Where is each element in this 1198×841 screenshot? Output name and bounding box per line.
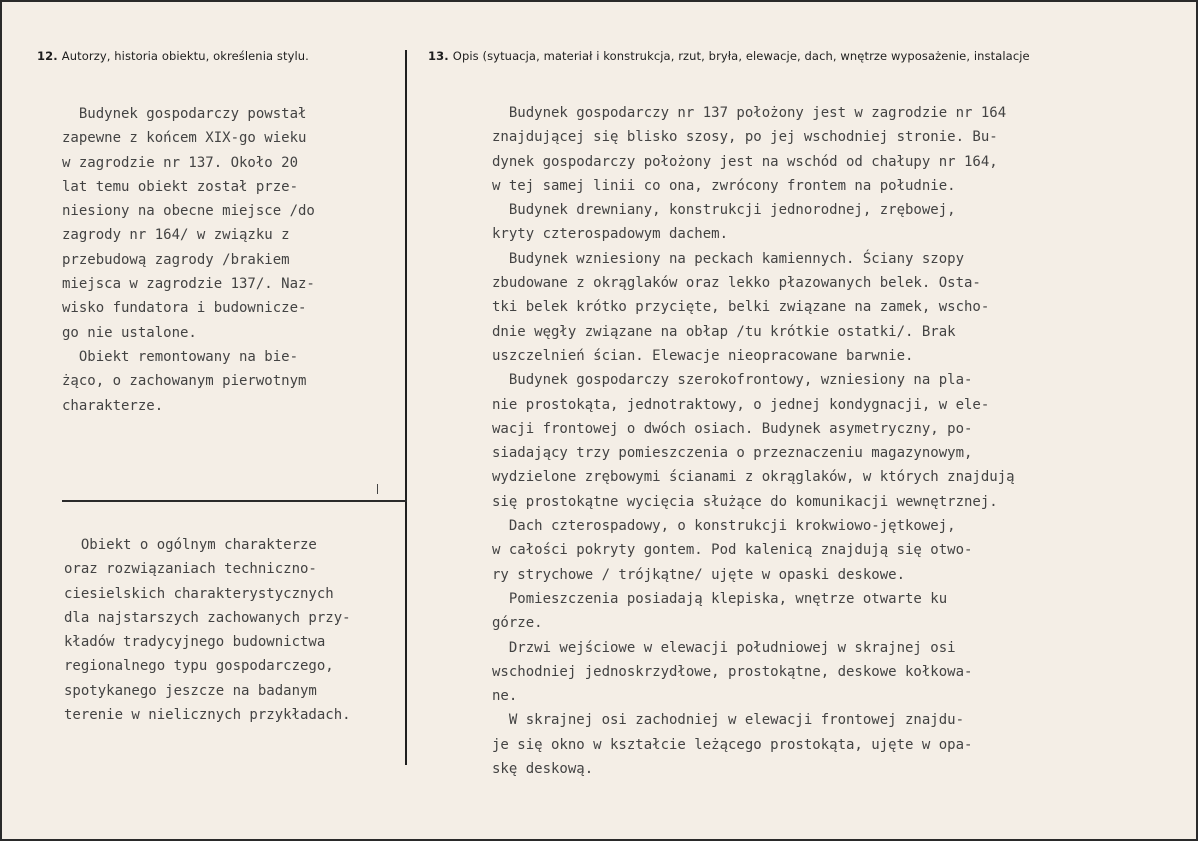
text-line: żąco, o zachowanym pierwotnym (62, 373, 307, 390)
text-line: miejsca w zagrodzie 137/. Naz- (62, 276, 315, 293)
text-line: Budynek gospodarczy powstał (62, 106, 307, 122)
text-line: kryty czterospadowym dachem. (492, 226, 729, 243)
text-line: wschodniej jednoskrzydłowe, prostokątne, deskowe kołkowa- (492, 663, 973, 680)
divider-tick-mark (377, 484, 378, 494)
text-line: w całości pokryty gontem. Pod kalenicą znajdują się otwo- (492, 542, 973, 559)
section-12-number: 12. (37, 49, 58, 63)
section-12-title: Autorzy, historia obiektu, określenia stylu. (61, 49, 309, 63)
description-text-block (492, 101, 1015, 781)
text-line: terenie w nielicznych przykładach. (64, 707, 351, 724)
text-line: wisko fundatora i budowniczе- (62, 300, 307, 317)
text-line: w zagrodzie nr 137. Około 20 (62, 154, 299, 171)
text-line: wydzielone zrębowymi ścianami z okrąglaków, w których znajdują (492, 469, 1015, 486)
text-line: uszczelnień ścian. Elewacje nieopracowane barwnie. (492, 347, 914, 364)
text-line: w tej samej linii co ona, zwrócony frontem na południe. (492, 177, 956, 194)
text-line: Obiekt remontowany na bie- (62, 348, 299, 365)
text-line: W skrajnej osi zachodniej w elewacji frontowej znajdu- (492, 712, 965, 729)
text-line: ne. (492, 688, 518, 705)
text-line: go nie ustalone. (62, 324, 197, 341)
text-line: niesiony na obecne miejsce /do (62, 203, 315, 220)
text-line: Budynek gospodarczy szerokofrontowy, wzniesiony na pla- (492, 372, 973, 389)
text-line: Pomieszczenia posiadają klepiska, wnętrze otwarte ku (492, 590, 948, 607)
text-line: dla najstarszych zachowanych przy- (64, 609, 351, 626)
text-line: tki belek krótko przycięte, belki związane na zamek, wscho- (492, 299, 990, 316)
text-line: kładów tradycyjnego budownictwa (64, 634, 326, 651)
text-line: ry strychowe / trójkątne/ ujęte w opaski deskowe. (492, 566, 906, 583)
text-line: się prostokątne wycięcia służące do komunikacji wewnętrznej. (492, 493, 998, 510)
text-line: regionalnego typu gospodarczego, (64, 658, 334, 675)
style-text-block (64, 533, 351, 727)
history-text-block (62, 102, 315, 418)
text-line: oraz rozwiązaniach techniczno- (64, 561, 317, 578)
text-line: zapewne z końcem XIX-go wieku (62, 130, 307, 147)
text-line: Budynek wzniesiony na peckach kamiennych. Ściany szopy (492, 250, 965, 267)
text-line: wacji frontowej o dwóch osiach. Budynek asymetryczny, po- (492, 420, 973, 437)
section-13-header (428, 49, 1030, 63)
text-line: przebudową zagrody /brakiem (62, 251, 290, 268)
text-line: siadający trzy pomieszczenia o przeznaczeniu magazynowym, (492, 445, 973, 462)
text-line: dynek gospodarczy położony jest na wschód od chałupy nr 164, (492, 153, 998, 170)
text-line: dnie węgły związane na obłap /tu krótkie ostatki/. Brak (492, 323, 956, 340)
left-section-divider (62, 500, 407, 502)
section-12-header (37, 49, 309, 63)
text-line: górze. (492, 615, 543, 632)
text-line: Obiekt o ogólnym charakterze (64, 537, 317, 553)
text-line: je się okno w kształcie leżącego prostokąta, ujęte w opa- (492, 736, 973, 753)
text-line: znajdującej się blisko szosy, po jej wschodniej stronie. Bu- (492, 129, 998, 146)
column-divider (405, 50, 407, 765)
text-line: skę deskową. (492, 761, 594, 778)
text-line: nie prostokąta, jednotraktowy, o jednej kondygnacji, w ele- (492, 396, 990, 413)
text-line: charakterze. (62, 397, 164, 414)
text-line: Budynek drewniany, konstrukcji jednorodnej, zrębowej, (492, 202, 956, 219)
text-line: zagrody nr 164/ w związku z (62, 227, 290, 244)
text-line: spotykanego jeszcze na badanym (64, 682, 317, 699)
text-line: lat temu obiekt został prze- (62, 178, 299, 195)
text-line: ciesielskich charakterystycznych (64, 585, 334, 602)
text-line: Dach czterospadowy, o konstrukcji krokwiowo-jętkowej, (492, 518, 956, 535)
text-line: Budynek gospodarczy nr 137 położony jest w zagrodzie nr 164 (492, 105, 1007, 121)
section-13-number: 13. (428, 49, 449, 63)
text-line: Drzwi wejściowe w elewacji południowej w skrajnej osi (492, 639, 956, 656)
text-line: zbudowane z okrąglaków oraz lekko płazowanych belek. Osta- (492, 275, 981, 292)
section-13-title: Opis (sytuacja, materiał i konstrukcja, rzut, bryła, elewacje, dach, wnętrze wyposażenie, instalacje (452, 49, 1030, 63)
